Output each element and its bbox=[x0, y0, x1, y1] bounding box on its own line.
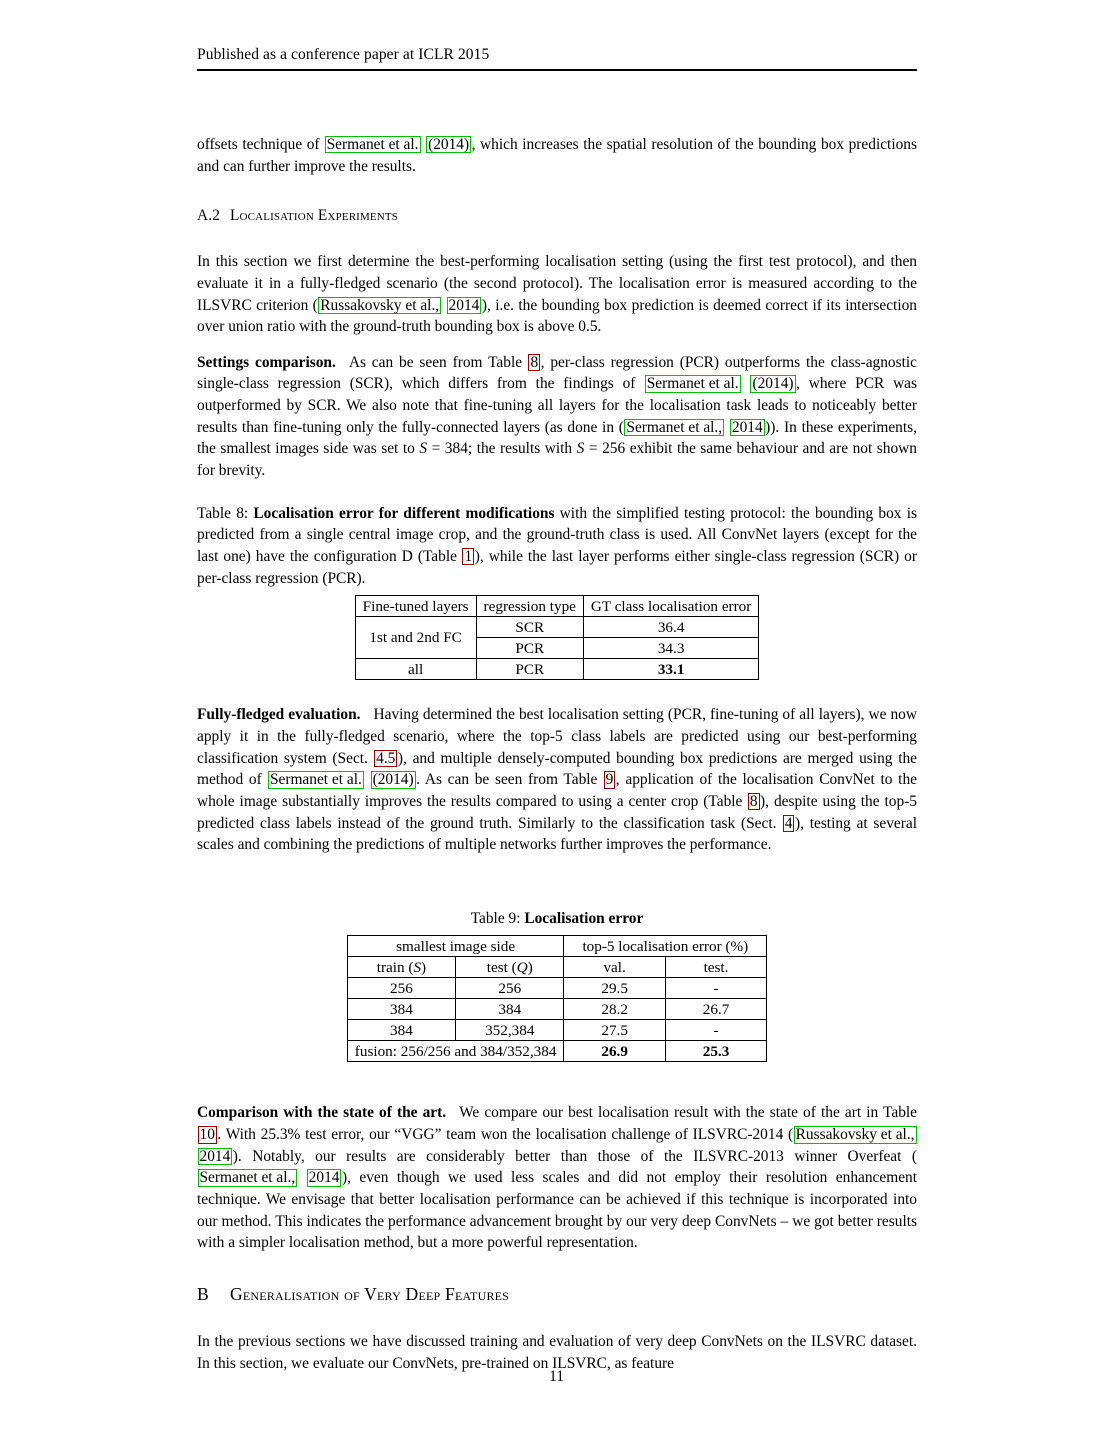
text-part2: ), and multiple densely-computed bounding box predictions are merged using the method of bbox=[197, 749, 917, 789]
paragraph-fully-fledged bbox=[197, 704, 917, 855]
text-part5: ; the results with bbox=[467, 440, 577, 458]
citation-sermanet-author-2[interactable]: Sermanet et al., bbox=[626, 418, 723, 436]
table9-cell-testerr-1: 26.7 bbox=[665, 999, 766, 1020]
page-number: 11 bbox=[549, 1368, 564, 1385]
table9-fusion-label: fusion: 256/256 and 384/352,384 bbox=[347, 1041, 564, 1062]
table8-cell-error-0: 36.4 bbox=[583, 617, 758, 638]
text-part4: , application of the localisation ConvNet to the whole image substantially improves the results compared to using a center crop (Table bbox=[197, 771, 917, 810]
spacer bbox=[197, 482, 917, 503]
paragraph-runin-heading: Settings comparison. bbox=[197, 353, 336, 371]
paragraph-b-intro: In the previous sections we have discussed training and evaluation of very deep ConvNets on the ILSVRC dataset. In this section, we evaluate our ConvNets, pre-trained on ILSVRC, as feature bbox=[197, 1332, 917, 1372]
section-title: Localisation Experiments bbox=[230, 207, 399, 225]
table8-col-header-2: GT class localisation error bbox=[583, 596, 758, 617]
section-heading-b bbox=[197, 1284, 917, 1305]
section-number: A.2 bbox=[197, 207, 221, 225]
math-value-384: = 384 bbox=[427, 440, 468, 458]
table8-header-row bbox=[355, 596, 759, 617]
table9-cell-test-2: 352,384 bbox=[456, 1020, 564, 1041]
table8-cell-regression-1: PCR bbox=[476, 638, 583, 659]
text-part2: ), i.e. the bounding box prediction is deemed correct if its intersection over union ratio with the ground-truth bounding box is above 0.5. bbox=[197, 296, 917, 336]
table9-col-header-testerr: test. bbox=[665, 957, 766, 978]
citation-sermanet-year[interactable]: (2014) bbox=[428, 136, 470, 153]
text-pre: offsets technique of bbox=[197, 136, 325, 153]
paragraph-a2-intro bbox=[197, 251, 917, 338]
citation-sermanet-author-1[interactable]: Sermanet et al. bbox=[646, 375, 739, 393]
text-part4: ), even though we used less scales and did not employ their resolution enhancement technique. We envisage that better localisation performance can be achieved if this technique is incorporated into our method. This indicates the performance advancement brought by our very deep ConvNets – we got better results with a simpler localisation method, but a more powerful representation. bbox=[197, 1169, 917, 1252]
table9-cell-testerr-2: - bbox=[665, 1020, 766, 1041]
citation-sermanet-year[interactable]: (2014) bbox=[372, 771, 414, 789]
table8 bbox=[355, 595, 760, 680]
table-row bbox=[347, 1020, 766, 1041]
citation-russakovsky-author[interactable]: Russakovsky et al., bbox=[320, 296, 440, 314]
table-reference-8[interactable]: 8 bbox=[530, 353, 539, 371]
table8-cell-regression-2: PCR bbox=[476, 659, 583, 680]
citation-sermanet-author[interactable]: Sermanet et al. bbox=[269, 771, 362, 789]
math-value-256: = 256 bbox=[584, 440, 626, 458]
spacer bbox=[197, 177, 917, 207]
table-reference-1[interactable]: 1 bbox=[464, 547, 473, 565]
table8-cell-regression-0: SCR bbox=[476, 617, 583, 638]
text-part1: We compare our best localisation result with the state of the art in Table bbox=[459, 1104, 917, 1122]
table9-cell-train-1: 384 bbox=[347, 999, 455, 1020]
text-part5: ), despite using the top-5 predicted class labels instead of the ground truth. Similarly to the classification task (Sect. bbox=[197, 792, 917, 832]
table9-group-header-1: top-5 localisation error (%) bbox=[564, 936, 767, 957]
caption-rest2: ), while the last layer performs either single-class regression (SCR) or per-class regression (PCR). bbox=[197, 547, 918, 587]
paragraph-settings-comparison bbox=[197, 352, 917, 482]
text-part4: )). In these experiments, the smallest images side was set to bbox=[197, 418, 917, 458]
citation-sermanet-author[interactable]: Sermanet et al., bbox=[199, 1169, 296, 1187]
table-row bbox=[347, 978, 766, 999]
text-part2: , per-class regression (PCR) outperforms the class-agnostic single-class regression (SCR), which differs from the findings of bbox=[197, 353, 917, 393]
text-part1: In this section we first determine the best-performing localisation setting (using the first test protocol), and then evaluate it in a fully-fledged scenario (the second protocol). The localisation error is measured according to the ILSVRC criterion ( bbox=[197, 253, 917, 314]
table9-cell-val-0: 29.5 bbox=[564, 978, 665, 999]
caption-label: Table 9: bbox=[470, 909, 521, 927]
text-part6: exhibit the same behaviour and are not shown for brevity. bbox=[197, 440, 917, 480]
running-header: Published as a conference paper at ICLR 2015 bbox=[197, 46, 490, 63]
section-reference-4[interactable]: 4 bbox=[784, 814, 793, 832]
spacer bbox=[197, 1254, 917, 1284]
table9-wrapper bbox=[197, 935, 917, 1062]
paragraph-intro-continuation bbox=[197, 134, 917, 177]
math-variable-s-2: S bbox=[576, 440, 585, 458]
spacer bbox=[197, 680, 917, 704]
text-part3: , where PCR was outperformed by SCR. We also note that fine-tuning all layers for the localisation task leads to noticeably better results than fine-tuning only the fully-connected layers (as done in ( bbox=[197, 375, 918, 436]
table-row bbox=[355, 659, 759, 680]
citation-russakovsky-year[interactable]: 2014 bbox=[448, 296, 480, 314]
table9-fusion-testerr: 25.3 bbox=[665, 1041, 766, 1062]
spacer bbox=[197, 71, 917, 134]
paragraph-runin-heading: Fully-fledged evaluation. bbox=[197, 706, 361, 724]
table-reference-10[interactable]: 10 bbox=[199, 1126, 215, 1144]
table9-fusion-row bbox=[347, 1041, 766, 1062]
spacer bbox=[197, 856, 917, 908]
citation-sermanet-year-2[interactable]: 2014 bbox=[731, 418, 763, 436]
page-content bbox=[197, 46, 917, 1374]
text-post: , which increases the spatial resolution of the bounding box predictions and can further improve the results. bbox=[197, 136, 917, 175]
text-part2: . With 25.3% test error, our “VGG” team won the localisation challenge of ILSVRC-2014 ( bbox=[217, 1126, 794, 1144]
citation-sermanet-year-1[interactable]: (2014) bbox=[752, 375, 794, 393]
table9-cell-train-2: 384 bbox=[347, 1020, 455, 1041]
text-part3: . As can be seen from Table bbox=[416, 771, 604, 789]
text-part3: ). Notably, our results are considerably better than those of the ILSVRC-2013 winner Overfeat ( bbox=[232, 1147, 917, 1165]
caption-label: Table 8: bbox=[197, 504, 249, 522]
table9-col-header-train: train (S) bbox=[347, 957, 455, 978]
text-part6: ), testing at several scales and combining the predictions of multiple networks further improves the performance. bbox=[197, 814, 917, 854]
table9-header-row bbox=[347, 957, 766, 978]
table-row bbox=[355, 617, 759, 638]
table8-cell-finetuned-0: 1st and 2nd FC bbox=[355, 617, 476, 659]
citation-russakovsky-year[interactable]: 2014 bbox=[199, 1147, 231, 1165]
table9-fusion-val: 26.9 bbox=[564, 1041, 665, 1062]
section-reference-4-5[interactable]: 4.5 bbox=[376, 749, 396, 767]
text-part1: Having determined the best localisation setting (PCR, fine-tuning of all layers), we now apply it in the fully-fledged scenario, where the top-5 class labels are predicted using our best-performing classification system (Sect. bbox=[197, 706, 917, 767]
caption-bold-title: Localisation error bbox=[524, 909, 644, 927]
spacer bbox=[197, 1062, 917, 1102]
table8-cell-error-2: 33.1 bbox=[583, 659, 758, 680]
math-variable-s: S bbox=[413, 958, 422, 976]
table9-group-header-row bbox=[347, 936, 766, 957]
math-variable-s-1: S bbox=[419, 440, 428, 458]
table9-cell-train-0: 256 bbox=[347, 978, 455, 999]
citation-sermanet-author[interactable]: Sermanet et al. bbox=[326, 136, 419, 153]
spacer bbox=[197, 338, 917, 352]
section-heading-a2 bbox=[197, 207, 917, 225]
math-variable-q: Q bbox=[516, 958, 528, 976]
section-number: B bbox=[197, 1283, 209, 1304]
caption-rest1: with the simplified testing protocol: the bounding box is predicted from a single central image crop, and the ground-truth class is used. All ConvNet layers (except for the last one) have the configuration D (Table bbox=[197, 504, 917, 565]
table9-caption bbox=[197, 908, 917, 930]
spacer bbox=[197, 225, 917, 251]
table-row bbox=[347, 999, 766, 1020]
table-reference-9[interactable]: 9 bbox=[605, 771, 614, 789]
table-reference-8[interactable]: 8 bbox=[749, 792, 758, 810]
table9-group-header-0: smallest image side bbox=[347, 936, 564, 957]
table9 bbox=[347, 935, 767, 1062]
table9-cell-val-1: 28.2 bbox=[564, 999, 665, 1020]
table8-col-header-1: regression type bbox=[476, 596, 583, 617]
table8-cell-finetuned-2: all bbox=[355, 659, 476, 680]
table9-col-header-test: test (Q) bbox=[456, 957, 564, 978]
citation-russakovsky-author[interactable]: Russakovsky et al., bbox=[795, 1126, 915, 1144]
table9-cell-testerr-0: - bbox=[665, 978, 766, 999]
table9-col-header-val: val. bbox=[564, 957, 665, 978]
table9-cell-val-2: 27.5 bbox=[564, 1020, 665, 1041]
text-part1: As can be seen from Table bbox=[348, 353, 528, 371]
citation-sermanet-year[interactable]: 2014 bbox=[308, 1169, 340, 1187]
section-title: Generalisation of Very Deep Features bbox=[230, 1283, 510, 1304]
table8-wrapper bbox=[197, 595, 917, 680]
table8-col-header-0: Fine-tuned layers bbox=[355, 596, 476, 617]
table8-caption bbox=[197, 503, 917, 590]
caption-bold-title: Localisation error for different modifications bbox=[253, 504, 555, 522]
paragraph-comparison-sota bbox=[197, 1102, 917, 1253]
table9-cell-test-0: 256 bbox=[456, 978, 564, 999]
spacer bbox=[197, 1305, 917, 1331]
table9-cell-test-1: 384 bbox=[456, 999, 564, 1020]
paragraph-runin-heading: Comparison with the state of the art. bbox=[197, 1104, 447, 1122]
table8-cell-error-1: 34.3 bbox=[583, 638, 758, 659]
